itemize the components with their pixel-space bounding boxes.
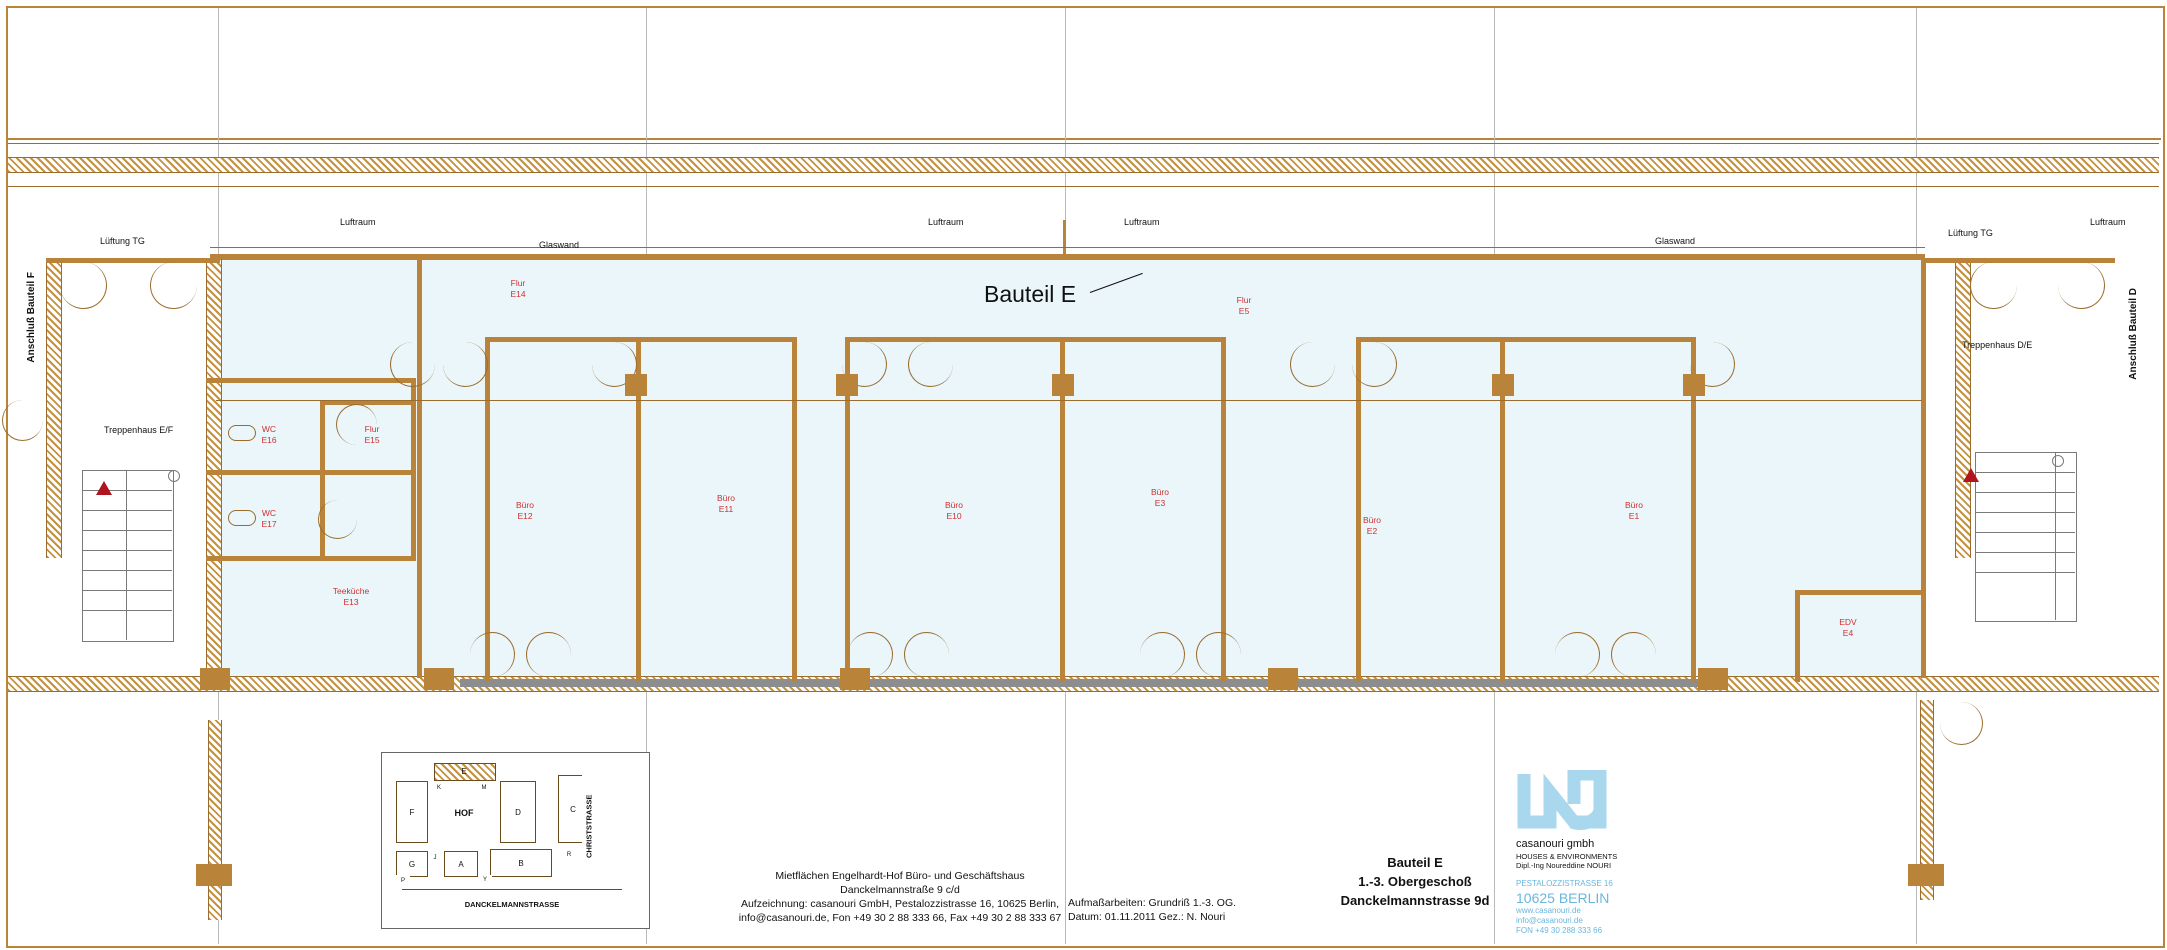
wall-vertical [1955,258,1971,558]
wall-horizontal [1795,590,1925,595]
room-label-E15: Flur E15 [364,424,380,445]
keyplan-street-main: DANCKELMANNSTRASSE [412,897,612,911]
room-label-E14: Flur E14 [510,278,526,299]
author-line2: info@casanouri.de, Fon +49 30 2 88 333 66, Fax +49 30 2 88 333 67 [738,912,1062,924]
column [200,668,230,690]
keyplan-block-Y: Y [478,875,492,885]
main-title: Bauteil E [984,281,1077,307]
sheet-top-band [6,6,2161,140]
stair-node [2052,455,2064,467]
column [1908,864,1944,886]
grid-line [216,400,1922,401]
column [840,668,870,690]
keyplan-block-K: K [432,783,446,793]
sheet-title-1: Bauteil E [1387,855,1443,870]
floor-area-fill [216,260,1922,680]
top-label-luftraum-4: Luftraum [2090,217,2126,227]
room-label-E1: Büro E1 [1625,500,1643,521]
sheet-title-2: 1.-3. Obergeschoß [1358,874,1472,889]
structure-band-top [8,157,2159,173]
keyplan-block-C: C [558,775,588,843]
column [1052,374,1074,396]
logo-address-1: PESTALOZZISTRASSE 16 [1516,879,1613,888]
room-label-E10: Büro E10 [945,500,963,521]
label-treppenhaus-de: Treppenhaus D/E [1962,340,2033,350]
room-label-E11: Büro E11 [717,493,735,514]
logo-address-5: FON +49 30 288 333 66 [1516,926,1603,935]
wall-horizontal [206,378,416,383]
wall-vertical [320,400,325,560]
wall-vertical [792,337,797,682]
wall-vertical [1921,258,1926,678]
wall-vertical [417,258,422,678]
key-plan [381,752,650,929]
keyplan-street-side: CHRISTSTRASSE [582,771,596,881]
stair-direction-arrow [1963,468,1979,482]
left-edge-label: Anschluß Bauteil F [26,272,37,363]
keyplan-block-P: P [396,875,410,887]
logo-company: casanouri gmbh [1516,838,1595,850]
logo-address-4: info@casanouri.de [1516,916,1583,925]
wall-horizontal [46,258,220,263]
room-label-E16: WC E16 [261,424,277,445]
logo-address-2: 10625 BERLIN [1516,890,1610,906]
top-label-luftung-tg-left: Lüftung TG [100,236,145,246]
top-label-glaswand-left: Glaswand [539,240,580,250]
keyplan-block-A: A [444,851,478,877]
logo-tagline-1: HOUSES & ENVIRONMENTS [1516,852,1618,861]
logo-address-3: www.casanouri.de [1516,906,1581,915]
wall-horizontal [845,337,1225,342]
wall-horizontal [1356,337,1696,342]
column [424,668,454,690]
keyplan-block-G: G [396,851,428,877]
wall-vertical [1356,337,1361,682]
wall-vertical [1221,337,1226,682]
right-edge-label: Anschluß Bauteil D [2128,288,2139,380]
staircase-right [1975,452,2077,622]
glass-wall-line [210,247,1925,248]
stair-node [168,470,180,482]
company-logo [1516,770,1636,832]
column [196,864,232,886]
sheet-title-3: Danckelmannstrasse 9d [1340,893,1490,908]
stair-direction-arrow [96,481,112,495]
project-line1: Mietflächen Engelhardt-Hof Büro- und Geschäftshaus [775,870,1025,882]
top-label-luftraum-1: Luftraum [340,217,376,227]
room-label-E13: Teeküche E13 [332,586,370,607]
keyplan-hof-label: HOF [434,791,494,835]
author-line1: Aufzeichnung: casanouri GmbH, Pestalozzistrasse 16, 10625 Berlin, [740,898,1060,910]
column [836,374,858,396]
wall-vertical [206,258,222,678]
top-label-luftraum-2: Luftraum [928,217,964,227]
staircase-left [82,470,174,642]
wall-vertical [411,378,416,561]
keyplan-block-D: D [500,781,536,843]
logo-tagline-2: Dipl.-Ing Noureddine NOURI [1516,861,1612,870]
grid-line [8,143,2159,144]
casanouri-logo-icon [1516,770,1636,832]
keyplan-block-M: M [476,783,492,793]
project-line2: Danckelmannstraße 9 c/d [840,884,960,896]
column [1698,668,1728,690]
room-label-E2: Büro E2 [1363,515,1381,536]
room-label-E3: Büro E3 [1151,487,1169,508]
room-label-E5: Flur E5 [1236,295,1252,316]
grid-line [8,186,2159,187]
wall-horizontal [485,337,797,342]
keyplan-block-J: J [428,851,442,865]
wall-vertical [1795,590,1800,682]
keyplan-block-E: E [461,766,467,776]
room-label-E12: Büro E12 [516,500,534,521]
room-label-E4: EDV E4 [1839,617,1857,638]
keyplan-block-F: F [396,781,428,843]
shaft-left [208,720,222,920]
column [1492,374,1514,396]
room-label-E17: WC E17 [261,508,277,529]
wall-horizontal [206,556,416,561]
column [1683,374,1705,396]
wall-horizontal [206,470,416,475]
facade-glass-strip [460,679,1705,687]
wall-vertical [485,337,490,682]
column [1268,668,1298,690]
top-label-luftung-tg-right: Lüftung TG [1948,228,1993,238]
top-label-luftraum-3: Luftraum [1124,217,1160,227]
keyplan-block-B: B [490,849,552,877]
keyplan-block-R: R [562,849,576,861]
top-label-glaswand-right: Glaswand [1655,236,1696,246]
column [625,374,647,396]
date-line: Datum: 01.11.2011 Gez.: N. Nouri [1068,911,1226,923]
measure-line: Aufmaßarbeiten: Grundriß 1.-3. OG. [1068,897,1237,909]
wall-vertical [46,258,62,558]
label-treppenhaus-ef: Treppenhaus E/F [104,425,174,435]
